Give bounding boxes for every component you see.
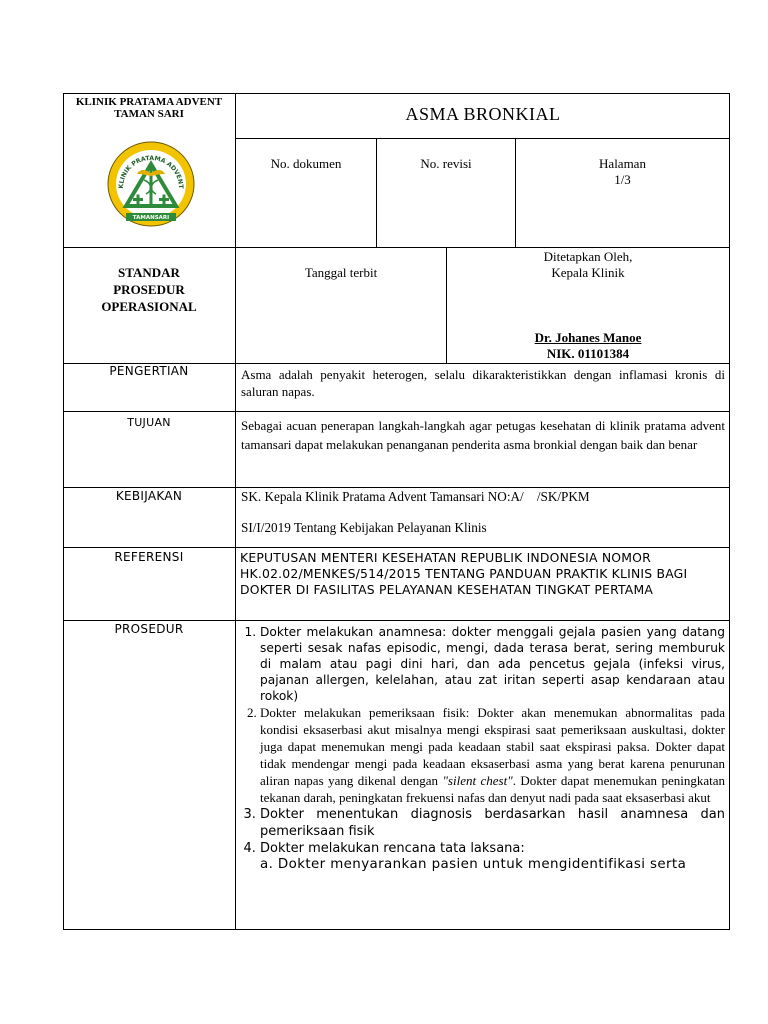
referensi-text: KEPUTUSAN MENTERI KESEHATAN REPUBLIK INDONESIA NOMOR HK.02.02/MENKES/514/2015 TENTANG PANDUAN PRAKTIK KLINIS BAGI DOKTER DI FASILITAS PELAYANAN KESEHATAN TINGKAT PERTAMA <box>240 550 688 597</box>
prosedur-step-4a: a. Dokter menyarankan pasien untuk mengidentifikasi serta <box>260 857 687 872</box>
prosedur-label: PROSEDUR <box>114 622 184 636</box>
row-divider <box>63 547 730 548</box>
issue-date-label: Tanggal terbit <box>304 265 378 280</box>
clinic-logo <box>106 140 196 228</box>
approver-name: Dr. Johanes Manoe <box>534 330 642 345</box>
step2-text-b: . Dokter dapat menemukan peningkatan tekanan darah, peningkatan frekuensi nafas dan denyut nadi pada saat eksaserbasi akut <box>260 773 725 805</box>
prosedur-step-1: 1. Dokter melakukan anamnesa: dokter menggali gejala pasien yang datang seperti sesak nafas episodic, mengi, dada terasa berat, sering memburuk di malam atau pagi dini hari, dan ada pencetus gejala (infeksi virus, pajanan allergen, kelelahan, atau zat iritan seperti asap kendaraan atau rokok) <box>260 624 725 704</box>
kebijakan-line1: SK. Kepala Klinik Pratama Advent Tamansari NO:A/ /SK/PKM <box>241 489 590 504</box>
pengertian-text: Asma adalah penyakit heterogen, selalu dikarakteristikkan dengan inflamasi kronis di saluran napas. <box>241 367 725 399</box>
revision-label: No. revisi <box>420 156 472 171</box>
sop-line2: PROSEDUR <box>113 282 185 297</box>
approval-block <box>447 249 729 281</box>
row-divider <box>63 247 730 248</box>
approved-by: Ditetapkan Oleh, <box>543 249 633 264</box>
doc-number-label: No. dokumen <box>270 156 342 171</box>
document-title: ASMA BRONKIAL <box>405 104 561 124</box>
prosedur-step-2 <box>260 704 725 806</box>
prosedur-step-4: 4. Dokter melakukan rencana tata laksana: <box>260 840 725 857</box>
clinic-name-line1: KLINIK PRATAMA ADVENT <box>75 96 223 108</box>
tujuan-text: Sebagai acuan penerapan langkah-langkah agar petugas kesehatan di klinik pratama advent tamansari dapat melakukan penanganan penderita asma bronkial dengan baik dan benar <box>241 418 725 452</box>
col-divider <box>376 138 377 247</box>
kebijakan-label: KEBIJAKAN <box>115 489 183 503</box>
clinic-name <box>64 96 234 120</box>
approver-nik: NIK. 01101384 <box>546 346 630 361</box>
row-divider <box>63 620 730 621</box>
step2-text-a: Dokter melakukan pemeriksaan fisik: Dokter akan menemukan abnormalitas pada kondisi eksaserbasi akut misalnya mengi ekspirasi saat pemeriksaan auskultasi, dokter juga dapat menemukan mengi pada keadaan stabil saat ekspirasi paksa. Dokter dapat tidak mendengar mengi pada keadaan eksaserbasi asma yang berat karena penurunan aliran napas yang dikenal dengan <box>260 705 725 788</box>
sop-line3: OPERASIONAL <box>101 299 197 314</box>
tujuan-label: TUJUAN <box>127 416 171 429</box>
prosedur-step-3: 3. Dokter menentukan diagnosis berdasarkan hasil anamnesa dan pemeriksaan fisik <box>260 806 725 840</box>
sop-label <box>64 264 234 315</box>
row-divider <box>63 411 730 412</box>
svg-text:TAMANSARI: TAMANSARI <box>132 215 170 221</box>
clinic-name-line2: TAMAN SARI <box>114 108 184 120</box>
col-divider <box>515 138 516 247</box>
col-divider <box>235 93 236 930</box>
referensi-label: REFERENSI <box>114 550 184 564</box>
approver-title: Kepala Klinik <box>551 265 625 280</box>
approver-signature <box>447 330 729 362</box>
prosedur-list <box>240 624 725 873</box>
sop-line1: STANDAR <box>118 265 180 280</box>
svg-text:KLINIK PRATAMA ADVENT: KLINIK PRATAMA ADVENT <box>117 154 185 189</box>
page-value: 1/3 <box>614 172 631 187</box>
row-divider <box>235 138 730 139</box>
row-divider <box>63 487 730 488</box>
page-label <box>516 156 729 188</box>
kebijakan-line2: SI/I/2019 Tentang Kebijakan Pelayanan Klinis <box>241 520 487 535</box>
page-label-text: Halaman <box>599 156 646 171</box>
pengertian-label: PENGERTIAN <box>109 364 189 378</box>
step2-italic: "silent chest" <box>442 773 513 788</box>
